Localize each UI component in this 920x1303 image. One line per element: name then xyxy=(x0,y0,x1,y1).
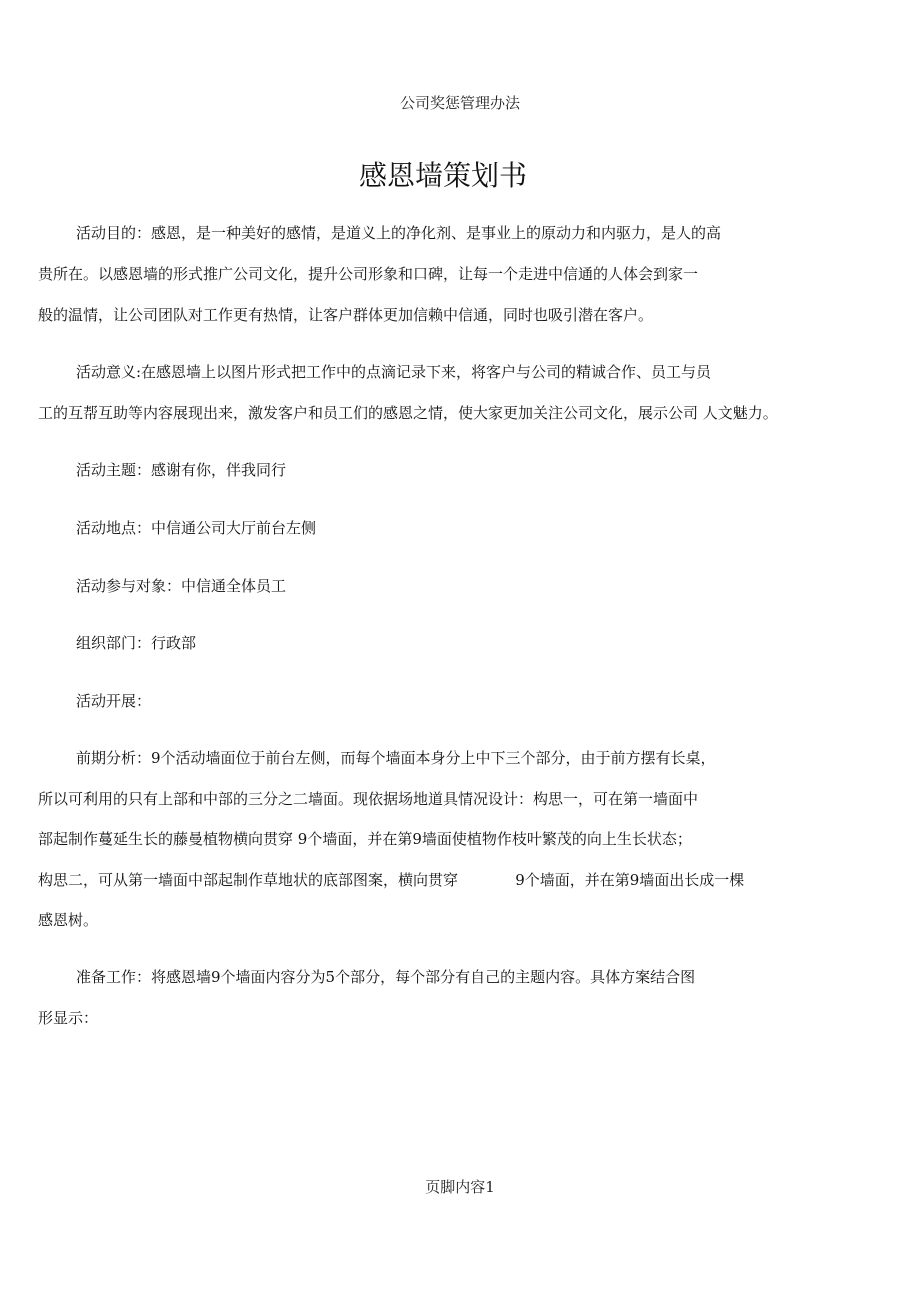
analysis-line-1: 前期分析：9个活动墙面位于前台左侧，而每个墙面本身分上中下三个部分，由于前方摆有长桌， xyxy=(76,749,716,767)
theme-line: 活动主题：感谢有你，伴我同行 xyxy=(76,461,287,479)
document-title: 感恩墙策划书 xyxy=(358,159,527,192)
development-line: 活动开展： xyxy=(76,692,152,710)
purpose-line-1: 活动目的：感恩，是一种美好的感情，是道义上的净化剂、是事业上的原动力和内驱力，是人的高 xyxy=(76,224,722,242)
purpose-line-2: 贵所在。以感恩墙的形式推广公司文化，提升公司形象和口碑，让每一个走进中信通的人体会到家一 xyxy=(38,265,699,283)
analysis-line-5: 感恩树。 xyxy=(38,911,99,929)
preparation-line-2: 形显示： xyxy=(38,1009,99,1027)
preparation-line-1: 准备工作：将感恩墙9个墙面内容分为5个部分，每个部分有自己的主题内容。具体方案结合图 xyxy=(76,968,696,986)
analysis-line-3: 部起制作蔓延生长的藤曼植物横向贯穿 9个墙面，并在第9墙面使植物作枝叶繁茂的向上生长状态； xyxy=(38,830,692,848)
page-header: 公司奖惩管理办法 xyxy=(399,94,520,112)
location-line: 活动地点：中信通公司大厅前台左侧 xyxy=(76,519,317,537)
purpose-line-3: 般的温情，让公司团队对工作更有热情，让客户群体更加信赖中信通，同时也吸引潜在客户。 xyxy=(38,306,654,324)
analysis-line-2: 所以可利用的只有上部和中部的三分之二墙面。现依据场地道具情况设计：构思一，可在第一墙面中 xyxy=(38,790,699,808)
participants-line: 活动参与对象：中信通全体员工 xyxy=(76,577,287,595)
meaning-line-2: 工的互帮互助等内容展现出来，激发客户和员工们的感恩之情，使大家更加关注公司文化，展示公司 人文魅力。 xyxy=(38,404,778,422)
meaning-line-1: 活动意义:在感恩墙上以图片形式把工作中的点滴记录下来，将客户与公司的精诚合作、员工与员 xyxy=(76,363,712,381)
department-line: 组织部门：行政部 xyxy=(76,634,197,652)
page-footer: 页脚内容1 xyxy=(425,1178,495,1196)
analysis-line-4: 构思二，可从第一墙面中部起制作草地状的底部图案，横向贯穿 9个墙面，并在第9墙面出长成一棵 xyxy=(38,871,745,889)
